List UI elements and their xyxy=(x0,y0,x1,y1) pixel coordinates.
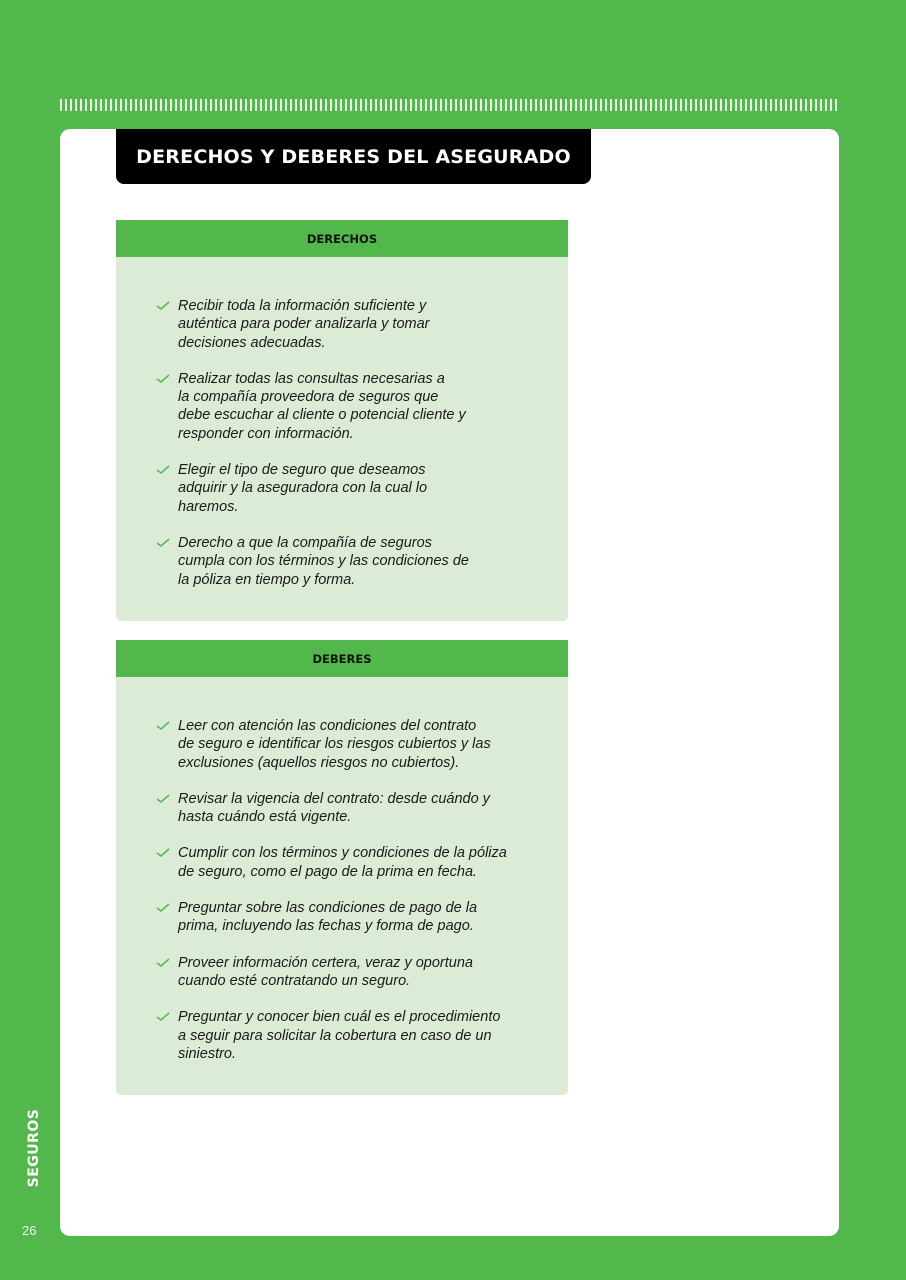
list-item xyxy=(156,717,568,772)
list-item-text: la compañía proveedora de seguros que xyxy=(178,389,439,406)
list-item xyxy=(156,370,568,443)
list-item-text: decisiones adecuadas. xyxy=(178,334,326,351)
page-title: DERECHOS Y DEBERES DEL ASEGURADO xyxy=(116,129,591,184)
page-number: 26 xyxy=(22,1223,37,1238)
check-icon xyxy=(156,719,170,731)
check-icon xyxy=(156,536,170,548)
list-item-text: debe escuchar al cliente o potencial cliente y xyxy=(178,407,466,424)
derechos-header: DERECHOS xyxy=(116,220,568,257)
section-label: SEGUROS xyxy=(26,1108,42,1188)
list-item-text: Recibir toda la información suficiente y xyxy=(178,298,427,314)
list-item-text: Preguntar sobre las condiciones de pago de la xyxy=(178,900,478,917)
list-item-text: exclusiones (aquellos riesgos no cubiertos). xyxy=(178,754,460,771)
check-icon xyxy=(156,956,170,968)
list-item-text: Derecho a que la compañía de seguros xyxy=(178,534,432,551)
check-icon xyxy=(156,846,170,858)
list-item-text: Revisar la vigencia del contrato: desde cuándo y xyxy=(178,790,490,807)
deberes-panel xyxy=(116,640,568,1095)
list-item-text: Preguntar y conocer bien cuál es el procedimiento xyxy=(178,1009,501,1026)
list-item-text: cumpla con los términos y las condiciones de xyxy=(178,553,469,570)
check-icon xyxy=(156,901,170,913)
list-item xyxy=(156,534,568,589)
list-item-text: Proveer información certera, veraz y oportuna xyxy=(178,954,473,971)
list-item-text: cuando esté contratando un seguro. xyxy=(178,972,411,989)
derechos-panel xyxy=(116,220,568,621)
check-icon xyxy=(156,299,170,311)
list-item-text: Realizar todas las consultas necesarias a xyxy=(178,370,445,387)
list-item xyxy=(156,790,568,827)
list-item-text: Cumplir con los términos y condiciones de la póliza xyxy=(178,845,507,862)
list-item-text: adquirir y la aseguradora con la cual lo xyxy=(178,480,428,497)
list-item xyxy=(156,899,568,936)
derechos-list xyxy=(116,257,568,589)
check-icon xyxy=(156,792,170,804)
check-icon xyxy=(156,1010,170,1022)
list-item-text: a seguir para solicitar la cobertura en caso de un xyxy=(178,1027,492,1044)
decorative-stripes xyxy=(60,99,840,111)
list-item-text: siniestro. xyxy=(178,1045,237,1062)
list-item-text: la póliza en tiempo y forma. xyxy=(178,571,356,588)
list-item-text: Leer con atención las condiciones del contrato xyxy=(178,718,477,734)
list-item-text: auténtica para poder analizarla y tomar xyxy=(178,316,430,333)
list-item xyxy=(156,1008,568,1063)
list-item-text: hasta cuándo está vigente. xyxy=(178,809,352,826)
deberes-list xyxy=(116,677,568,1063)
list-item-text: Elegir el tipo de seguro que deseamos xyxy=(178,462,426,479)
list-item-text: de seguro e identificar los riesgos cubiertos y las xyxy=(178,736,491,753)
list-item xyxy=(156,461,568,516)
list-item-text: responder con información. xyxy=(178,425,354,442)
list-item-text: haremos. xyxy=(178,498,239,515)
list-item xyxy=(156,844,568,881)
list-item xyxy=(156,297,568,352)
deberes-header: DEBERES xyxy=(116,640,568,677)
check-icon xyxy=(156,372,170,384)
list-item-text: prima, incluyendo las fechas y forma de pago. xyxy=(178,918,474,935)
check-icon xyxy=(156,463,170,475)
list-item xyxy=(156,954,568,991)
list-item-text: de seguro, como el pago de la prima en fecha. xyxy=(178,863,478,880)
